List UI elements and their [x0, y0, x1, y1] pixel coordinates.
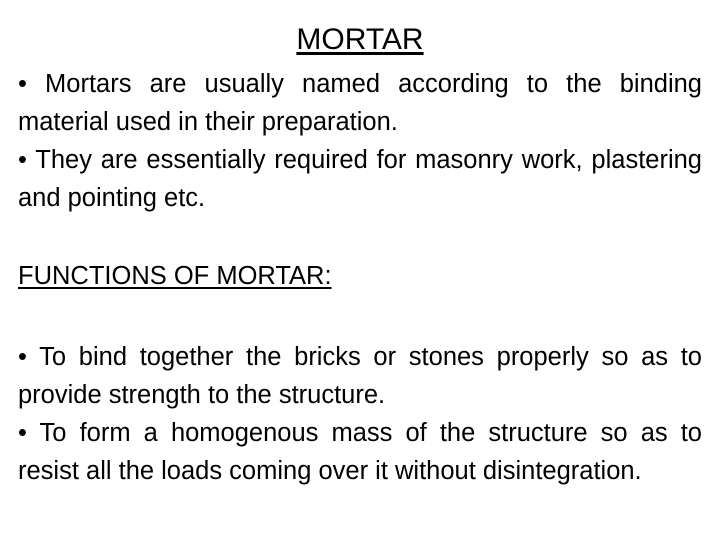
- function-bullet: • To bind together the bricks or stones properly so as to provide strength to the structure.: [18, 343, 702, 409]
- slide-title: MORTAR: [296, 23, 424, 56]
- intro-bullet-list: [18, 65, 702, 217]
- functions-heading: FUNCTIONS OF MORTAR:: [18, 262, 332, 290]
- function-bullet-list: [18, 338, 702, 490]
- intro-bullet: • Mortars are usually named according to the binding material used in their preparation.: [18, 70, 702, 136]
- intro-bullet: • They are essentially required for masonry work, plastering and pointing etc.: [18, 146, 702, 212]
- function-bullet: • To form a homogenous mass of the structure so as to resist all the loads coming over it without disintegration.: [18, 419, 702, 485]
